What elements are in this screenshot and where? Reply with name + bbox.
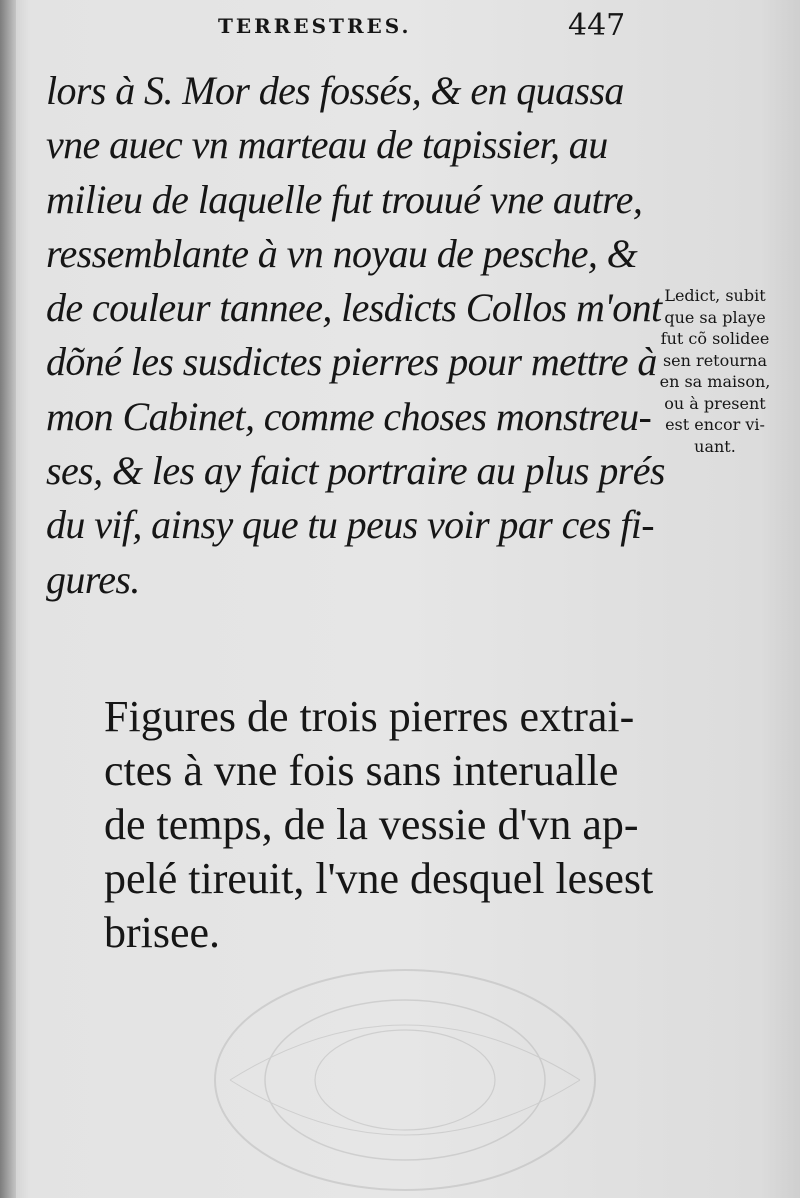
- marginal-note: [634, 285, 796, 457]
- marginal-line: Ledict, subit: [664, 286, 766, 305]
- caption-line: pelé tireuit, l'vne desquel lesest: [104, 854, 654, 903]
- marginal-line: sen retourna: [662, 350, 768, 370]
- marginal-line: en sa maison,: [659, 372, 771, 391]
- text-line: milieu de laquelle fut trouué vne autre,: [46, 176, 643, 222]
- caption-line: ctes à vne fois sans interualle: [104, 746, 619, 795]
- text-line: du vif, ainsy que tu peus voir par ces fi-: [46, 502, 655, 548]
- marginal-line: que sa playe: [664, 307, 766, 327]
- text-line: ses, & les ay faict portraire au plus prés: [46, 448, 665, 494]
- bleed-through-figure: [170, 930, 640, 1198]
- marginal-line: ou à present: [664, 393, 766, 413]
- running-head: TERRESTRES.: [218, 14, 412, 38]
- caption-line: brisee.: [104, 908, 221, 957]
- text-line: ressemblante à vn noyau de pesche, &: [46, 230, 638, 276]
- caption-line: de temps, de la vessie d'vn ap-: [104, 800, 639, 849]
- marginal-line: fut cõ solidee: [660, 329, 770, 348]
- text-line: de couleur tannee, lesdicts Collos m'ont: [46, 285, 662, 331]
- page-number: 447: [568, 8, 626, 43]
- marginal-line: uant.: [694, 436, 736, 456]
- caption-line: Figures de trois pierres extrai-: [104, 692, 635, 741]
- page-header: [0, 0, 800, 60]
- text-line: mon Cabinet, comme choses monstreu-: [46, 393, 652, 439]
- body-text: [46, 64, 665, 607]
- text-line: gures.: [46, 556, 140, 602]
- figure-caption: [104, 690, 664, 960]
- binding-shadow: [0, 0, 16, 1198]
- text-line: vne auec vn marteau de tapissier, au: [46, 122, 608, 168]
- text-line: dõné les susdictes pierres pour mettre à: [46, 339, 657, 385]
- text-line: lors à S. Mor des fossés, & en quassa: [46, 68, 624, 113]
- marginal-line: est encor vi-: [665, 415, 765, 434]
